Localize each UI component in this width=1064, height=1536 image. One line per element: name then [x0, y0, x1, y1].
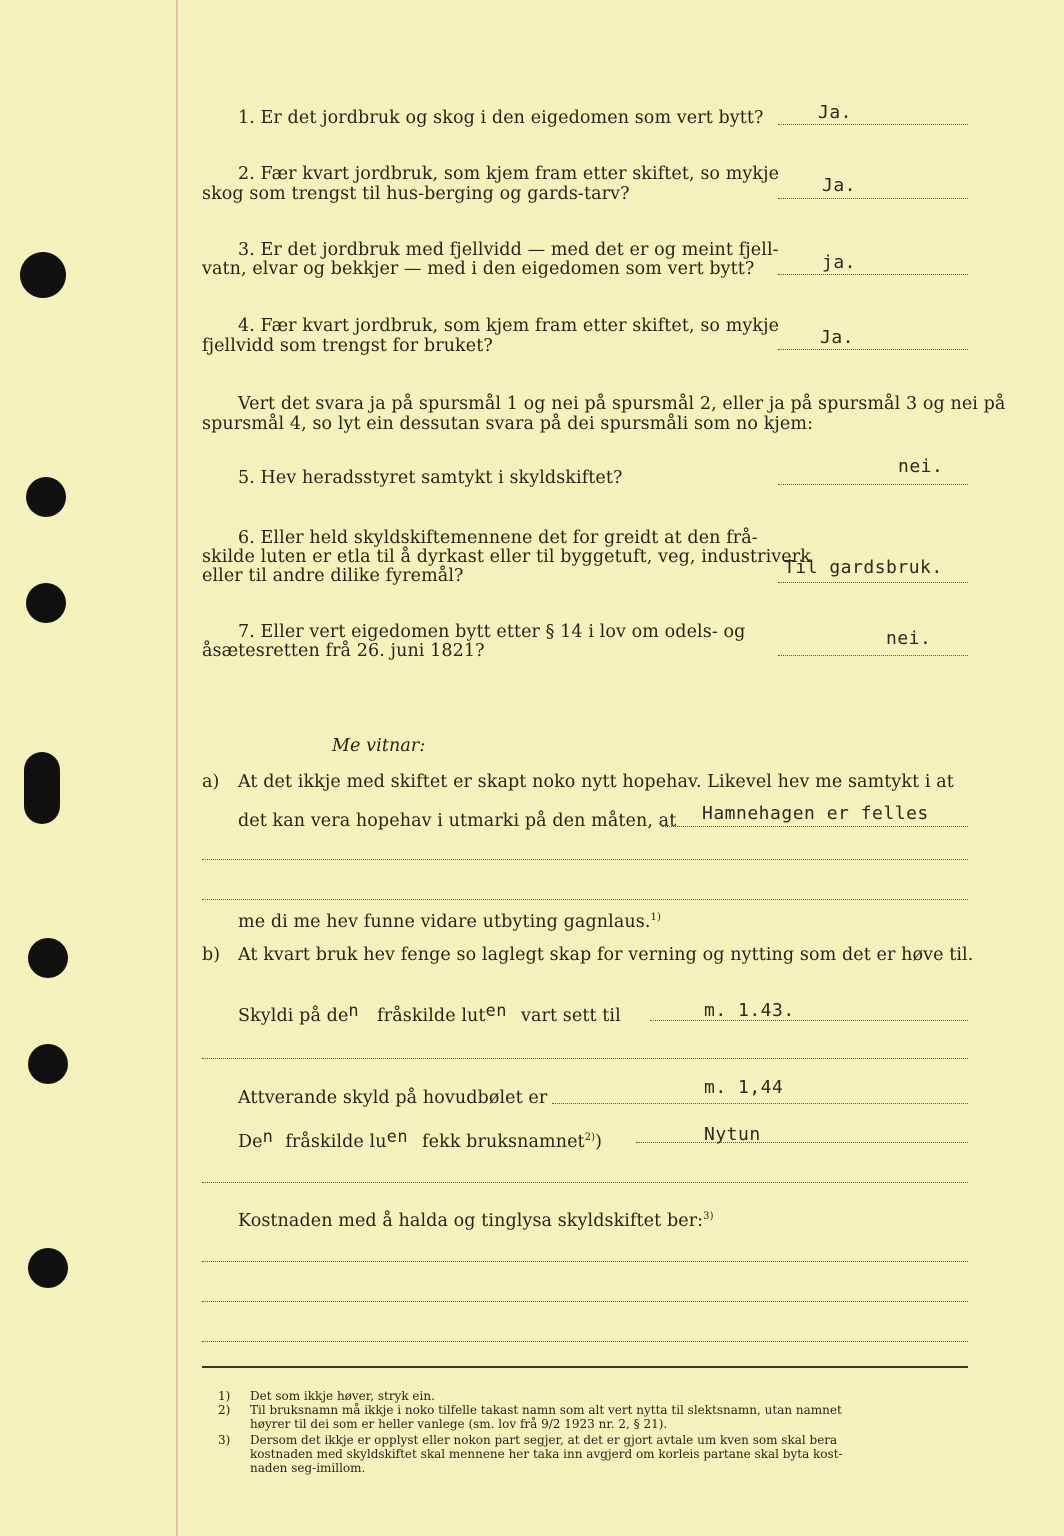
- blank-line: [202, 1261, 968, 1262]
- answer-line: [778, 582, 968, 583]
- witness-a-text: At det ikkje med skiftet er skapt noko nytt hopehav. Likevel hev me samtykt i at: [238, 772, 954, 792]
- skyld-value: m. 1.43.: [704, 1000, 795, 1021]
- question-6-text: 6. Eller held skyldskiftemennene det for greidt at den frå-: [238, 528, 758, 548]
- binder-hole-icon: [28, 1044, 68, 1084]
- question-3-text: vatn, elvar og bekkjer — med i den eigedomen som vert bytt?: [202, 259, 755, 279]
- skyld-label: Skyldi på den fråskilde luten vart sett til: [238, 1001, 621, 1026]
- margin-line: [176, 0, 178, 1536]
- question-5-text: 5. Hev heradsstyret samtykt i skyldskiftet?: [238, 468, 623, 488]
- blank-line: [202, 1182, 968, 1183]
- question-7-text: 7. Eller vert eigedomen bytt etter § 14 i lov om odels- og: [238, 622, 746, 642]
- blank-line: [202, 1341, 968, 1342]
- question-4-text: 4. Fær kvart jordbruk, som kjem fram etter skiftet, so mykje: [238, 316, 780, 336]
- attverande-label: Attverande skyld på hovudbølet er: [238, 1088, 548, 1108]
- binder-hole-icon: [24, 752, 60, 824]
- binder-hole-icon: [26, 583, 66, 623]
- answer-line: [778, 655, 968, 656]
- question-6-text: skilde luten er etla til å dyrkast eller til byggetuft, veg, industriverk: [202, 547, 811, 567]
- question-1-answer: Ja.: [818, 102, 853, 123]
- question-7-answer: nei.: [886, 628, 932, 649]
- question-2-text: 2. Fær kvart jordbruk, som kjem fram etter skiftet, so mykje: [238, 164, 780, 184]
- blank-line: [202, 1301, 968, 1302]
- question-4-answer: Ja.: [820, 327, 855, 348]
- bruksnamn-label: Den fråskilde luen fekk bruksnamnet$^{2)}$): [238, 1126, 603, 1152]
- answer-line: [778, 484, 968, 485]
- conditional-text: Vert det svara ja på spursmål 1 og nei på spursmål 2, eller ja på spursmål 3 og nei på: [238, 394, 1006, 414]
- witness-a-answer: Hamnehagen er felles: [702, 803, 929, 824]
- blank-line: [202, 899, 968, 900]
- answer-line: [778, 198, 968, 199]
- blank-line: [202, 859, 968, 860]
- witness-a-label: a): [202, 772, 220, 792]
- question-1-text: 1. Er det jordbruk og skog i den eigedomen som vert bytt?: [238, 108, 764, 128]
- footnote-text: Det som ikkje høver, stryk ein.: [250, 1389, 435, 1403]
- witness-b-label: b): [202, 945, 221, 965]
- bruksnamn-value: Nytun: [704, 1124, 761, 1145]
- footnote-text: Til bruksnamn må ikkje i noko tilfelle takast namn som alt vert nytta til slektsnamn, utan namnet: [250, 1403, 842, 1417]
- answer-line: [778, 274, 968, 275]
- kostnad-label: Kostnaden med å halda og tinglysa skyldskiftet ber:$^{3)}$: [238, 1210, 714, 1231]
- question-6-text: eller til andre dilike fyremål?: [202, 566, 464, 586]
- witness-b-text: At kvart bruk hev fenge so laglegt skap for verning og nytting som det er høve til.: [238, 945, 974, 965]
- question-3-text: 3. Er det jordbruk med fjellvidd — med det er og meint fjell-: [238, 240, 779, 260]
- question-2-text: skog som trengst til hus-berging og gards-tarv?: [202, 184, 630, 204]
- answer-line: [650, 1020, 968, 1021]
- binder-hole-icon: [20, 252, 66, 298]
- footnote-mark: 1): [218, 1389, 231, 1403]
- binder-hole-icon: [28, 1248, 68, 1288]
- witness-a-text: me di me hev funne vidare utbyting gagnlaus.$^{1)}$: [238, 911, 661, 932]
- question-2-answer: Ja.: [822, 175, 857, 196]
- question-7-text: åsætesretten frå 26. juni 1821?: [202, 641, 485, 661]
- question-6-answer: Til gardsbruk.: [784, 557, 943, 578]
- footnote-text: naden seg-imillom.: [250, 1461, 366, 1475]
- footnote-text: Dersom det ikkje er opplyst eller nokon part segjer, at det er gjort avtale um kven som skal bera: [250, 1433, 838, 1447]
- attverande-value: m. 1,44: [704, 1077, 784, 1098]
- question-3-answer: ja.: [822, 252, 857, 273]
- question-4-text: fjellvidd som trengst for bruket?: [202, 336, 493, 356]
- answer-line: [552, 1103, 968, 1104]
- binder-hole-icon: [26, 477, 66, 517]
- witness-heading: Me vitnar:: [332, 736, 426, 756]
- question-5-answer: nei.: [898, 456, 944, 477]
- answer-line: [636, 1142, 968, 1143]
- witness-a-text: det kan vera hopehav i utmarki på den måten, at: [238, 811, 677, 831]
- footnote-text: kostnaden med skyldskiftet skal mennene her taka inn avgjerd om korleis partane skal byta kost-: [250, 1447, 843, 1461]
- conditional-text: spursmål 4, so lyt ein dessutan svara på dei spursmåli som no kjem:: [202, 414, 814, 434]
- answer-line: [778, 349, 968, 350]
- separator-line: [202, 1366, 968, 1368]
- footnote-mark: 3): [218, 1433, 231, 1447]
- answer-line: [662, 826, 968, 827]
- blank-line: [202, 1058, 968, 1059]
- footnote-text: høyrer til dei som er heller vanlege (sm. lov frå 9/2 1923 nr. 2, § 21).: [250, 1417, 668, 1431]
- answer-line: [778, 124, 968, 125]
- binder-hole-icon: [28, 938, 68, 978]
- footnote-mark: 2): [218, 1403, 231, 1417]
